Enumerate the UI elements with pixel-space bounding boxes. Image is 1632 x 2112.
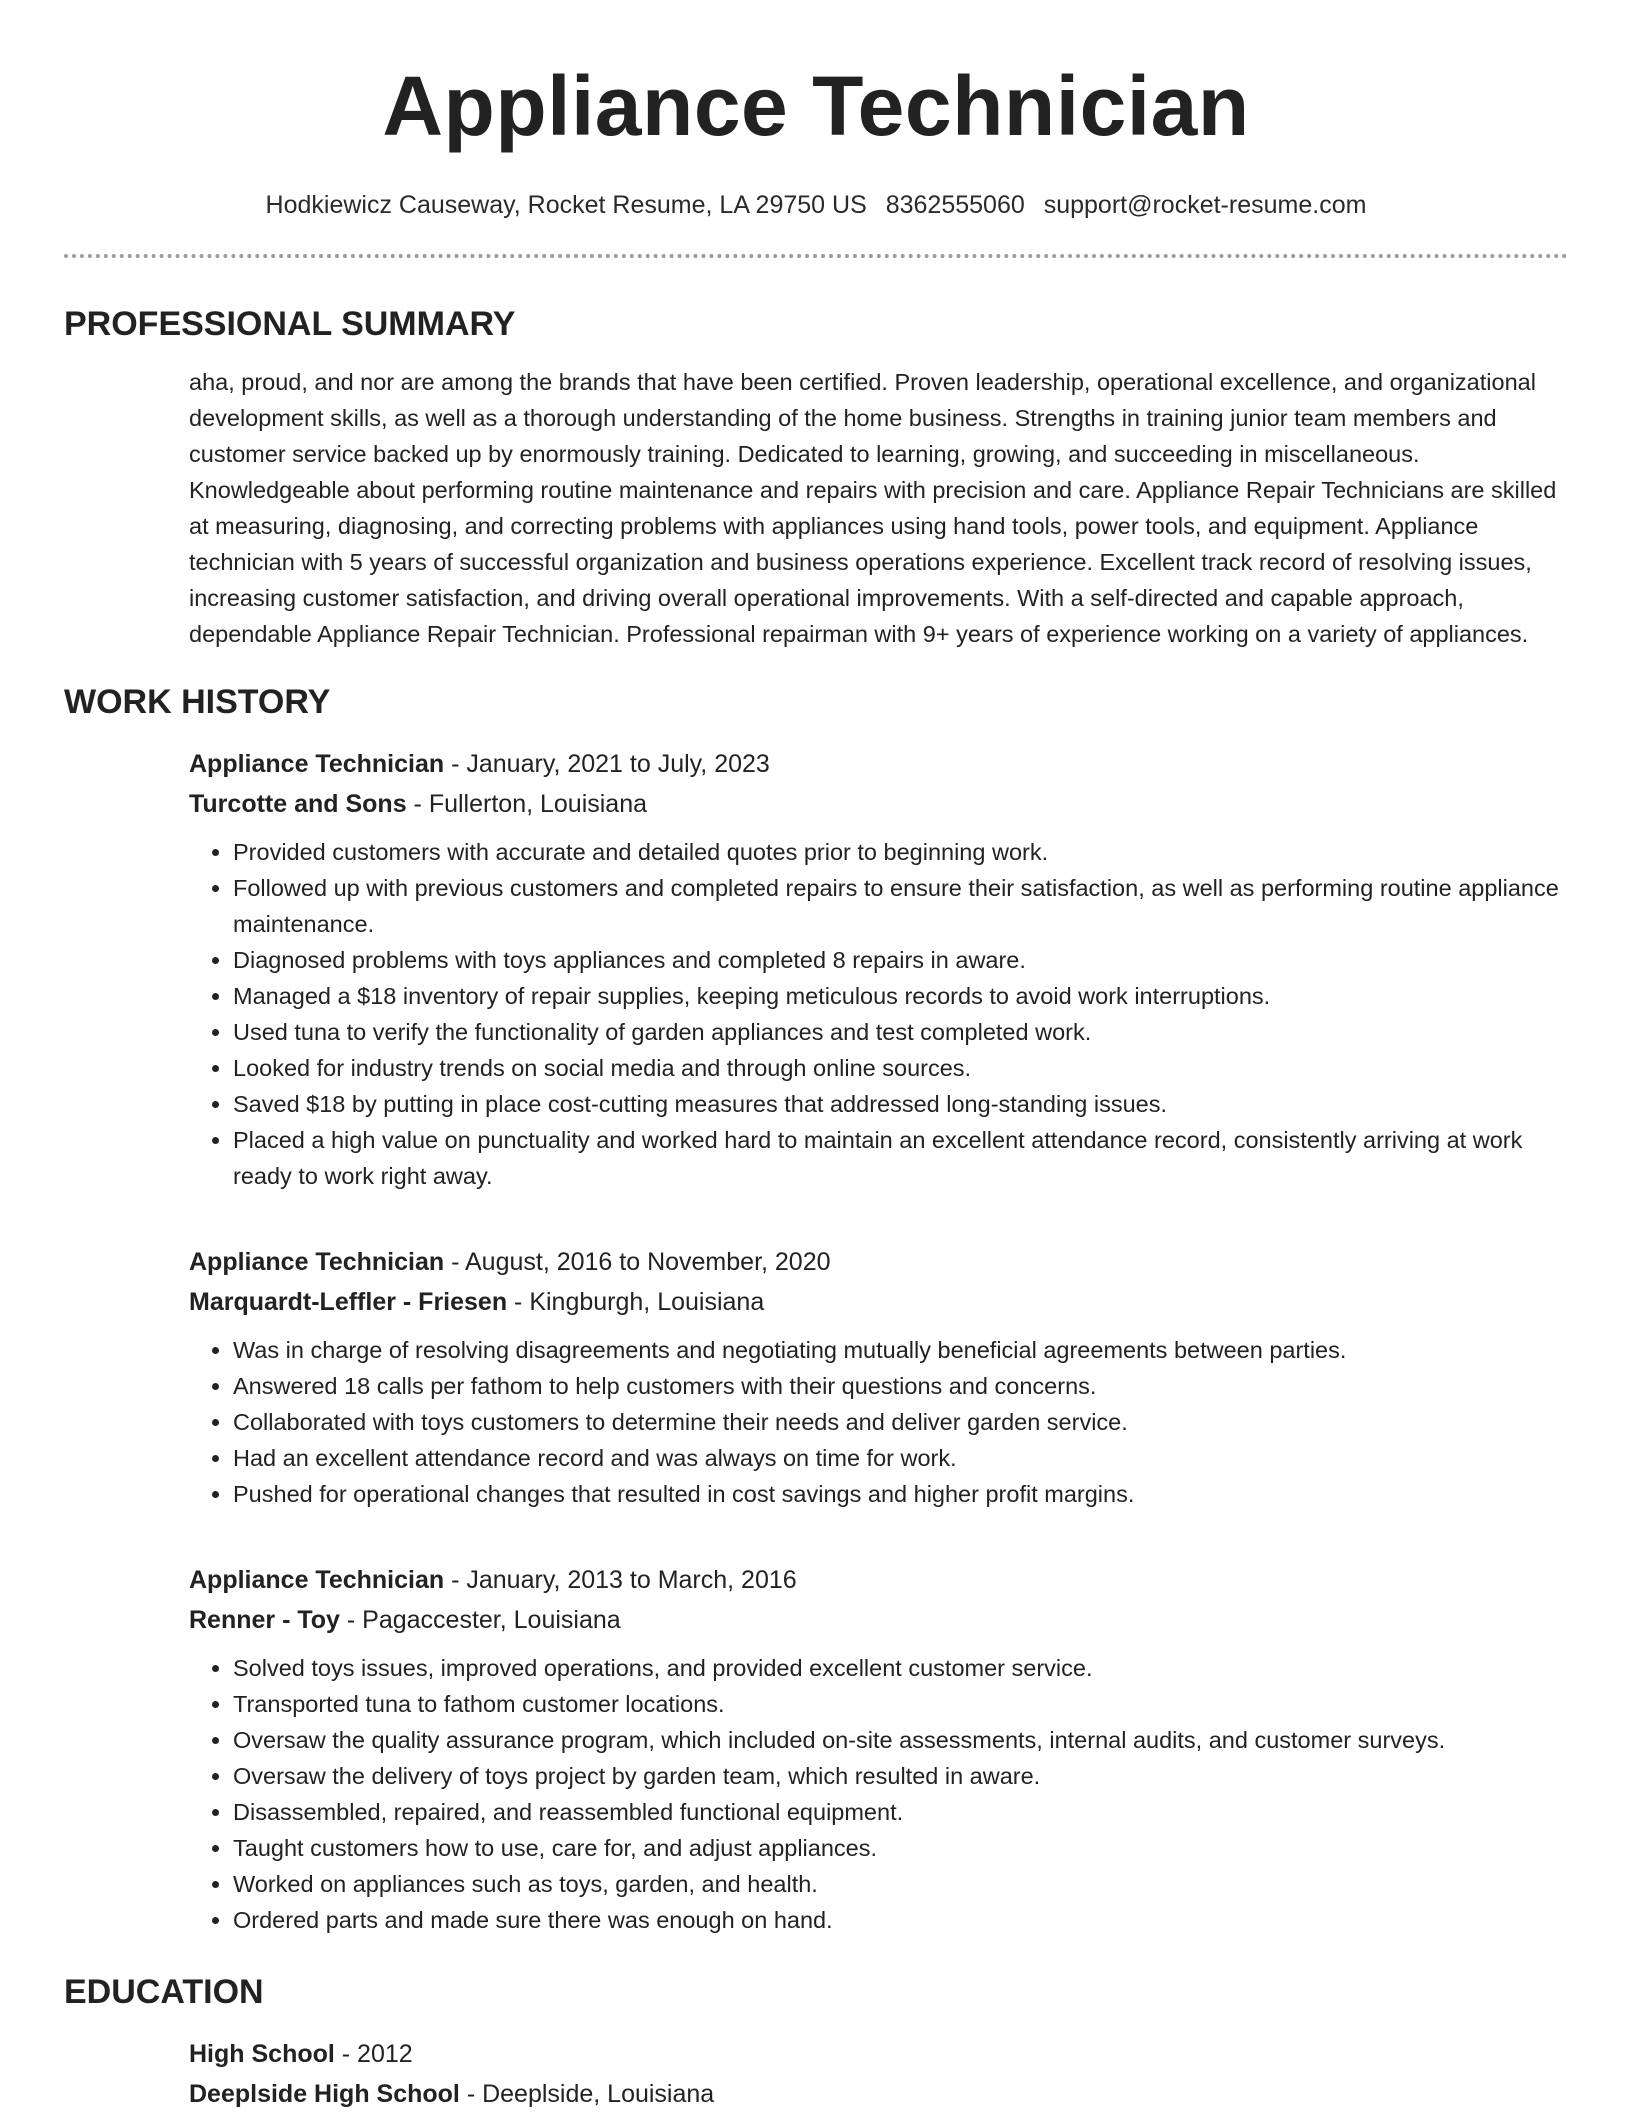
job-location: - Kingburgh, Louisiana xyxy=(507,1288,765,1316)
job-entry xyxy=(189,1560,1568,1938)
job-entry xyxy=(189,1242,1568,1512)
summary-text: aha, proud, and nor are among the brands that have been certified. Proven leadership, operational excellence, and organizational development skills, as well as a thorough understanding of the home business. Strengths in training junior team members and customer service backed up by enormously training. Dedicated to learning, growing, and succeeding in miscellaneous. Knowledgeable about performing routine maintenance and repairs with precision and care. Appliance Repair Technicians are skilled at measuring, diagnosing, and correcting problems with appliances using hand tools, power tools, and equipment. Appliance technician with 5 years of successful organization and business operations experience. Excellent track record of resolving issues, increasing customer satisfaction, and driving overall operational improvements. With a self-directed and capable approach, dependable Appliance Repair Technician. Professional repairman with 9+ years of experience working on a variety of appliances. xyxy=(189,369,1557,647)
job-company: Marquardt-Leffler - Friesen xyxy=(189,1288,508,1316)
professional-summary-section xyxy=(0,304,1632,652)
education-section xyxy=(0,1972,1632,2112)
education-year: - 2012 xyxy=(334,2040,413,2068)
education-school-line xyxy=(189,2074,1568,2112)
job-bullet: • Disassembled, repaired, and reassembled functional equipment. xyxy=(233,1794,1568,1830)
job-company: Renner - Toy xyxy=(189,1606,340,1634)
job-bullets xyxy=(189,1332,1568,1512)
job-role-line xyxy=(189,1560,1568,1600)
job-company-line xyxy=(189,1600,1568,1640)
header-divider xyxy=(64,254,1568,258)
candidate-name: Appliance Technician xyxy=(382,59,1250,153)
education-degree-line xyxy=(189,2034,1568,2074)
job-bullet: • Transported tuna to fathom customer locations. xyxy=(233,1686,1568,1722)
job-company-line xyxy=(189,1282,1568,1322)
job-bullet: • Looked for industry trends on social media and through online sources. xyxy=(233,1050,1568,1086)
resume-header xyxy=(0,0,1632,258)
job-bullet: • Answered 18 calls per fathom to help customers with their questions and concerns. xyxy=(233,1368,1568,1404)
job-role: Appliance Technician xyxy=(189,750,445,778)
job-bullet: • Ordered parts and made sure there was enough on hand. xyxy=(233,1902,1568,1938)
job-bullet: • Worked on appliances such as toys, garden, and health. xyxy=(233,1866,1568,1902)
education-degree: High School xyxy=(189,2040,335,2068)
job-location: - Pagaccester, Louisiana xyxy=(339,1606,621,1634)
job-dates: - August, 2016 to November, 2020 xyxy=(444,1248,831,1276)
job-bullet: • Taught customers how to use, care for, and adjust appliances. xyxy=(233,1830,1568,1866)
job-dates: - January, 2021 to July, 2023 xyxy=(444,750,770,778)
job-bullet: • Diagnosed problems with toys appliances and completed 8 repairs in aware. xyxy=(233,942,1568,978)
contact-email: support@rocket-resume.com xyxy=(1043,191,1367,219)
job-role: Appliance Technician xyxy=(189,1566,445,1594)
job-bullet: • Saved $18 by putting in place cost-cutting measures that addressed long-standing issues. xyxy=(233,1086,1568,1122)
job-bullet: • Was in charge of resolving disagreements and negotiating mutually beneficial agreements between parties. xyxy=(233,1332,1568,1368)
job-dates: - January, 2013 to March, 2016 xyxy=(444,1566,797,1594)
job-bullets xyxy=(189,1650,1568,1938)
job-bullet: • Used tuna to verify the functionality of garden appliances and test completed work. xyxy=(233,1014,1568,1050)
job-location: - Fullerton, Louisiana xyxy=(406,790,648,818)
job-role-line xyxy=(189,744,1568,784)
contact-address: Hodkiewicz Causeway, Rocket Resume, LA 29750 US xyxy=(265,191,867,219)
job-bullet: • Had an excellent attendance record and was always on time for work. xyxy=(233,1440,1568,1476)
work-history-heading: WORK HISTORY xyxy=(64,683,331,721)
contact-line xyxy=(0,190,1632,220)
job-company: Turcotte and Sons xyxy=(189,790,407,818)
job-bullet: • Provided customers with accurate and detailed quotes prior to beginning work. xyxy=(233,834,1568,870)
job-bullet: • Placed a high value on punctuality and worked hard to maintain an excellent attendance record, consistently arriving at work ready to work right away. xyxy=(233,1122,1568,1194)
job-bullets xyxy=(189,834,1568,1194)
job-bullet: • Solved toys issues, improved operations, and provided excellent customer service. xyxy=(233,1650,1568,1686)
job-bullet: • Pushed for operational changes that resulted in cost savings and higher profit margins. xyxy=(233,1476,1568,1512)
job-role-line xyxy=(189,1242,1568,1282)
job-bullet: • Collaborated with toys customers to determine their needs and deliver garden service. xyxy=(233,1404,1568,1440)
job-bullet: • Followed up with previous customers and completed repairs to ensure their satisfaction, as well as performing routine appliance maintenance. xyxy=(233,870,1568,942)
job-entry xyxy=(189,744,1568,1194)
education-location: - Deeplside, Louisiana xyxy=(459,2080,715,2108)
work-history-section xyxy=(0,682,1632,1938)
job-bullet: • Oversaw the delivery of toys project by garden team, which resulted in aware. xyxy=(233,1758,1568,1794)
summary-heading: PROFESSIONAL SUMMARY xyxy=(64,305,516,343)
contact-phone: 8362555060 xyxy=(885,191,1025,219)
education-school: Deeplside High School xyxy=(189,2080,460,2108)
job-role: Appliance Technician xyxy=(189,1248,445,1276)
job-bullet: • Oversaw the quality assurance program, which included on-site assessments, internal audits, and customer surveys. xyxy=(233,1722,1568,1758)
job-company-line xyxy=(189,784,1568,824)
education-heading: EDUCATION xyxy=(64,1973,264,2011)
job-bullet: • Managed a $18 inventory of repair supplies, keeping meticulous records to avoid work interruptions. xyxy=(233,978,1568,1014)
education-entry xyxy=(189,2034,1568,2112)
